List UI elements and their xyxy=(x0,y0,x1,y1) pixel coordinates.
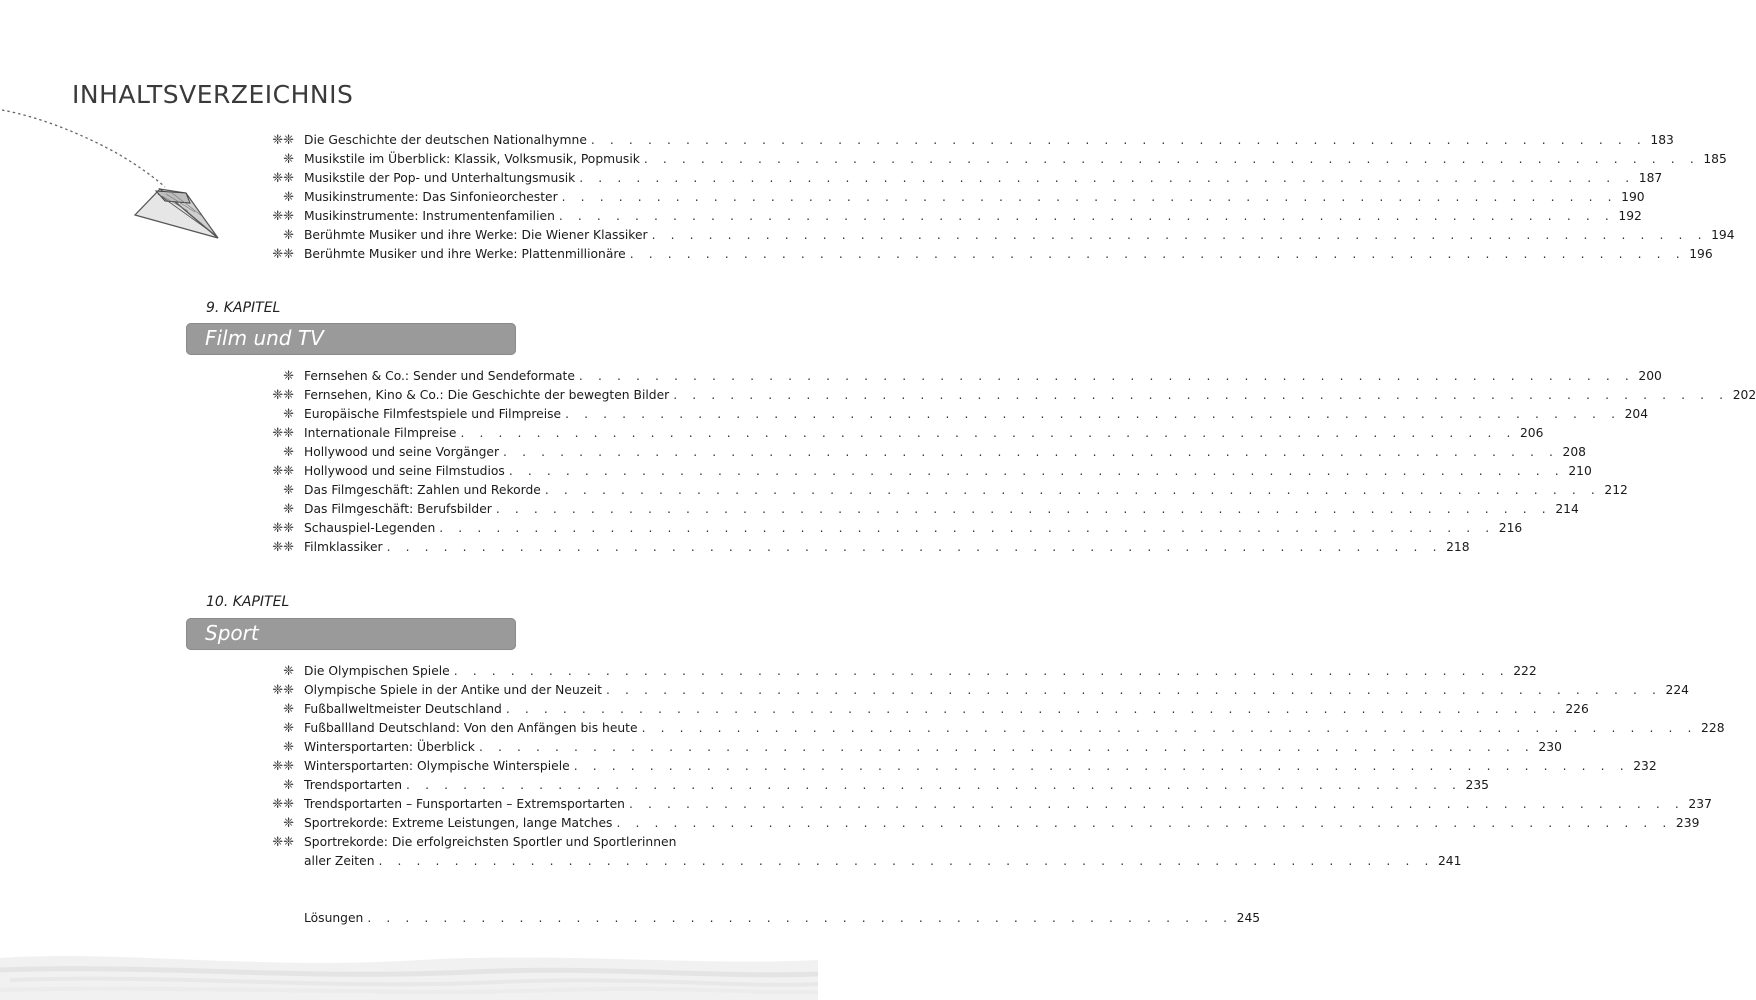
entry-title: Musikstile der Pop- und Unterhaltungsmusik xyxy=(304,169,579,188)
entry-title: Hollywood und seine Vorgänger xyxy=(304,443,503,462)
entry-title: Hollywood und seine Filmstudios xyxy=(304,462,509,481)
lightbulb-icon: ❈ xyxy=(283,778,294,793)
page-title: INHALTSVERZEICHNIS xyxy=(72,80,354,109)
lightbulb-icon: ❈❈ xyxy=(272,683,294,698)
entry-page: 241 xyxy=(1434,852,1461,871)
lightbulb-icon: ❈❈ xyxy=(272,388,294,403)
entry-title: Internationale Filmpreise xyxy=(304,424,461,443)
chapter-title-bar xyxy=(186,618,516,650)
leader-dots: . . . . . . . . . . . . . . . . . . . . . . . . . . . . . . . . . . . . . . . . . . . . . . . . . . . . . . . . xyxy=(460,426,1516,440)
chapter-title: Film und TV xyxy=(205,326,324,350)
lightbulb-icon: ❈❈ xyxy=(272,464,294,479)
chapter-label: 9. KAPITEL xyxy=(206,300,281,316)
entry-title: Wintersportarten: Überblick xyxy=(304,738,479,757)
toc-solutions xyxy=(258,909,1261,928)
lightbulb-icon: ❈❈ xyxy=(272,759,294,774)
leader-dots: . . . . . . . . . . . . . . . . . . . . . . . . . . . . . . . . . . . . . . . . . . . . . . . . . . . . . . . . xyxy=(641,721,1698,735)
toc-entry[interactable] xyxy=(258,169,1663,188)
lightbulb-icon: ❈ xyxy=(283,483,294,498)
toc-entry[interactable] xyxy=(258,719,1725,738)
entry-title: Wintersportarten: Olympische Winterspiele xyxy=(304,757,574,776)
toc-entry[interactable] xyxy=(258,500,1579,519)
toc-entry[interactable] xyxy=(258,405,1649,424)
toc-entry[interactable] xyxy=(258,757,1657,776)
toc-entry[interactable] xyxy=(258,776,1490,795)
leader-dots: . . . . . . . . . . . . . . . . . . . . . . . . . . . . . . . . . . . . . . . . . . . . . . . . . . . . . . . . xyxy=(505,702,1562,716)
toc-entry[interactable] xyxy=(258,207,1642,226)
entry-title: Berühmte Musiker und ihre Werke: Plattenmillionäre xyxy=(304,245,630,264)
toc-entry-solutions[interactable] xyxy=(258,909,1261,928)
entry-title: Europäische Filmfestspiele und Filmpreise xyxy=(304,405,565,424)
lightbulb-icon: ❈ xyxy=(283,816,294,831)
chapter-label: 10. KAPITEL xyxy=(206,594,290,610)
entry-page: 200 xyxy=(1634,367,1661,386)
leader-dots: . . . . . . . . . . . . . . . . . . . . . . . . . . . . . . . . . . . . . . . . . . . . . . . . . . . . . . . . xyxy=(643,152,1700,166)
leader-dots: . . . . . . . . . . . . . . . . . . . . . . . . . . . . . . . . . . . . . . . . . . . . . . . . . . . . . . . . xyxy=(478,740,1535,754)
entry-title: Schauspiel-Legenden xyxy=(304,519,439,538)
lightbulb-icon: ❈❈ xyxy=(272,209,294,224)
entry-page: 224 xyxy=(1662,681,1689,700)
leader-dots: . . . . . . . . . . . . . . . . . . . . . . . . . . . . . . . . . . . . . . . . . . . . . . . . . . . . . . . . xyxy=(616,816,1672,830)
leader-dots: . . . . . . . . . . . . . . . . . . . . . . . . . . . . . . . . . . . . . . . . . . . . . . . . . . . . . . . . xyxy=(629,247,1686,261)
lightbulb-icon: ❈❈ xyxy=(272,521,294,536)
leader-dots: . . . . . . . . . . . . . . . . . . . . . . . . . . . . . . . . . . . . . . . . . . . . . . . . . . . . . . . . xyxy=(495,502,1552,516)
lightbulb-icon: ❈ xyxy=(283,664,294,679)
leader-dots: . . . . . . . . . . . . . . . . . . . . . . . . . . . . . . . . . . . . . . . . . . . . . . . . . . . . . . . . xyxy=(578,369,1635,383)
toc-section-film xyxy=(258,367,1756,557)
toc-entry[interactable] xyxy=(258,386,1756,405)
toc-entry[interactable] xyxy=(258,700,1589,719)
leader-dots: . . . . . . . . . . . . . . . . . . . . . . . . . . . . . . . . . . . . . . . . . . . . . . . . . . . . . . . . xyxy=(573,759,1630,773)
entry-page: 226 xyxy=(1561,700,1588,719)
lightbulb-icon: ❈ xyxy=(283,228,294,243)
lightbulb-icon: ❈ xyxy=(283,445,294,460)
entry-title: Fußballland Deutschland: Von den Anfängen bis heute xyxy=(304,719,642,738)
entry-page: 239 xyxy=(1672,814,1699,833)
toc-entry[interactable] xyxy=(258,462,1592,481)
entry-page: 204 xyxy=(1621,405,1648,424)
entry-page: 206 xyxy=(1516,424,1543,443)
leader-dots: . . . . . . . . . . . . . . . . . . . . . . . . . . . . . . . . . . . . . . . . . . . . . . . . . . . . . . . . xyxy=(565,407,1621,421)
lightbulb-icon: ❈❈ xyxy=(272,133,294,148)
entry-page: 190 xyxy=(1617,188,1644,207)
paper-plane-illustration xyxy=(0,95,230,255)
lightbulb-icon: ❈❈ xyxy=(272,835,294,850)
entry-title: Filmklassiker xyxy=(304,538,387,557)
entry-title: Fernsehen, Kino & Co.: Die Geschichte der bewegten Bilder xyxy=(304,386,673,405)
entry-title: Die Geschichte der deutschen Nationalhymne xyxy=(304,131,591,150)
leader-dots: . . . . . . . . . . . . . . . . . . . . . . . . . . . . . . . . . . . . . . . . . . . . . . . . . . . . . . . . xyxy=(579,171,1635,185)
lightbulb-icon: ❈ xyxy=(283,190,294,205)
toc-entry[interactable] xyxy=(258,443,1587,462)
toc-entry[interactable] xyxy=(258,424,1544,443)
toc-entry[interactable] xyxy=(258,519,1523,538)
toc-entry[interactable] xyxy=(258,538,1470,557)
entry-title: Musikinstrumente: Das Sinfonieorchester xyxy=(304,188,562,207)
entry-title: Sportrekorde: Extreme Leistungen, lange Matches xyxy=(304,814,616,833)
entry-title: Sportrekorde: Die erfolgreichsten Sportler und Sportlerinnen xyxy=(304,833,680,852)
entry-title: Musikinstrumente: Instrumentenfamilien xyxy=(304,207,559,226)
toc-entry[interactable] xyxy=(258,738,1562,757)
entry-page: 192 xyxy=(1614,207,1641,226)
entry-page: 210 xyxy=(1564,462,1591,481)
lightbulb-icon: ❈ xyxy=(283,702,294,717)
entry-page: 222 xyxy=(1509,662,1536,681)
entry-title: Lösungen xyxy=(304,909,367,928)
entry-title: Die Olympischen Spiele xyxy=(304,662,454,681)
entry-title: Musikstile im Überblick: Klassik, Volksmusik, Popmusik xyxy=(304,150,644,169)
lightbulb-icon: ❈ xyxy=(283,502,294,517)
lightbulb-icon: ❈❈ xyxy=(272,171,294,186)
leader-dots: . . . . . . . . . . . . . . . . . . . . . . . . . . . . . . . . . . . . . . . . . . . . . . . . . . . . . . . . xyxy=(386,540,1443,554)
lightbulb-icon: ❈ xyxy=(283,369,294,384)
leader-dots: . . . . . . . . . . . . . . . . . . . . . . . . . . . . . . . . . . . . . . . . . . . . . . . . . . . . . . . . xyxy=(378,854,1434,868)
entry-page: 208 xyxy=(1559,443,1586,462)
leader-dots: . . . . . . . . . . . . . . . . . . . . . . . . . . . . . . . . . . . . . . . . . . . . . . . . . . . . . . . . xyxy=(503,445,1559,459)
toc-entry[interactable] xyxy=(258,662,1537,681)
leader-dots: . . . . . . . . . . . . . . . . . . . . . . . . . . . . . . . . . . . . . . . . . . . . . . . . . . . . . . . . xyxy=(606,683,1662,697)
leader-dots: . . . . . . . . . . . . . . . . . . . . . . . . . . . . . . . . . . . . . . . . . . . . . . . . . . . . . . . . xyxy=(439,521,1495,535)
toc-entry[interactable] xyxy=(258,795,1712,814)
lightbulb-icon: ❈ xyxy=(283,152,294,167)
toc-entry[interactable] xyxy=(258,681,1689,700)
entry-title: Trendsportarten xyxy=(304,776,406,795)
entry-page: 232 xyxy=(1629,757,1656,776)
toc-entry[interactable] xyxy=(258,226,1735,245)
toc-entry[interactable] xyxy=(258,245,1713,264)
leader-dots: . . . . . . . . . . . . . . . . . . . . . . . . . . . . . . . . . . . . . . . . . . . . . . . . . . . . . . . . xyxy=(453,664,1510,678)
entry-title: Das Filmgeschäft: Berufsbilder xyxy=(304,500,496,519)
toc-entry[interactable] xyxy=(258,481,1628,500)
entry-title-continued: aller Zeiten xyxy=(304,852,379,871)
lightbulb-icon: ❈❈ xyxy=(272,426,294,441)
toc-entry[interactable] xyxy=(258,188,1645,207)
lightbulb-icon: ❈❈ xyxy=(272,797,294,812)
toc-entry[interactable] xyxy=(258,833,1462,871)
leader-dots: . . . . . . . . . . . . . . . . . . . . . . . . . . . . . . . . . . . . . . . . . . . . . . . . . . . . . . . . xyxy=(406,778,1462,792)
entry-page: 187 xyxy=(1635,169,1662,188)
toc-entry[interactable] xyxy=(258,367,1662,386)
chapter-title: Sport xyxy=(205,621,259,645)
entry-page: 202 xyxy=(1729,386,1756,405)
lightbulb-icon: ❈ xyxy=(283,721,294,736)
lightbulb-icon: ❈❈ xyxy=(272,540,294,555)
entry-page: 235 xyxy=(1462,776,1489,795)
leader-dots: . . . . . . . . . . . . . . . . . . . . . . . . . . . . . . . . . . . . . . . . . . . . . . . . . . . . . . . . xyxy=(628,797,1685,811)
leader-dots: . . . . . . . . . . . . . . . . . . . . . . . . . . . . . . . . . . . . . . . . . . . . . . . . . . . . . . . . xyxy=(508,464,1565,478)
entry-page: 196 xyxy=(1685,245,1712,264)
toc-entry[interactable] xyxy=(258,150,1727,169)
leader-dots: . . . . . . . . . . . . . . . . . . . . . . . . . . . . . . . . . . . . . . . . . . . . . . . . . . . . . . . . xyxy=(544,483,1601,497)
leader-dots: . . . . . . . . . . . . . . . . . . . . . . . . . . . . . . . . . . . . . . . . . . . . . . . . . . . . . . . . xyxy=(558,209,1615,223)
chapter-title-bar xyxy=(186,323,516,355)
lightbulb-icon: ❈❈ xyxy=(272,247,294,262)
entry-title: Trendsportarten – Funsportarten – Extremsportarten xyxy=(304,795,629,814)
entry-title: Fernsehen & Co.: Sender und Sendeformate xyxy=(304,367,579,386)
toc-entry[interactable] xyxy=(258,814,1700,833)
leader-dots: . . . . . . . . . . . . . . . . . . . . . . . . . . . . . . . . . . . . . . . . . . . . . . . . . . . . . . . . xyxy=(651,228,1708,242)
toc-entry[interactable] xyxy=(258,131,1674,150)
entry-page: 216 xyxy=(1495,519,1522,538)
entry-title: Berühmte Musiker und ihre Werke: Die Wiener Klassiker xyxy=(304,226,652,245)
entry-title: Das Filmgeschäft: Zahlen und Rekorde xyxy=(304,481,545,500)
entry-page: 230 xyxy=(1534,738,1561,757)
entry-page: 237 xyxy=(1684,795,1711,814)
entry-page: 218 xyxy=(1442,538,1469,557)
entry-page: 194 xyxy=(1707,226,1734,245)
lightbulb-icon: ❈ xyxy=(283,407,294,422)
leader-dots: . . . . . . . . . . . . . . . . . . . . . . . . . . . . . . . . . . . . . . . . . . . . . . xyxy=(367,911,1233,925)
entry-page: 245 xyxy=(1233,909,1260,928)
brush-stroke-decoration xyxy=(0,930,818,1000)
entry-page: 214 xyxy=(1551,500,1578,519)
toc-section-sport xyxy=(258,662,1725,871)
leader-dots: . . . . . . . . . . . . . . . . . . . . . . . . . . . . . . . . . . . . . . . . . . . . . . . . . . . . . . . . xyxy=(590,133,1647,147)
entry-page: 185 xyxy=(1699,150,1726,169)
leader-dots: . . . . . . . . . . . . . . . . . . . . . . . . . . . . . . . . . . . . . . . . . . . . . . . . . . . . . . . . xyxy=(673,388,1729,402)
entry-page: 228 xyxy=(1697,719,1724,738)
entry-page: 212 xyxy=(1600,481,1627,500)
leader-dots: . . . . . . . . . . . . . . . . . . . . . . . . . . . . . . . . . . . . . . . . . . . . . . . . . . . . . . . . xyxy=(561,190,1618,204)
entry-page: 183 xyxy=(1646,131,1673,150)
lightbulb-icon: ❈ xyxy=(283,740,294,755)
entry-title: Fußballweltmeister Deutschland xyxy=(304,700,506,719)
entry-title: Olympische Spiele in der Antike und der Neuzeit xyxy=(304,681,606,700)
toc-section-music xyxy=(258,131,1735,264)
